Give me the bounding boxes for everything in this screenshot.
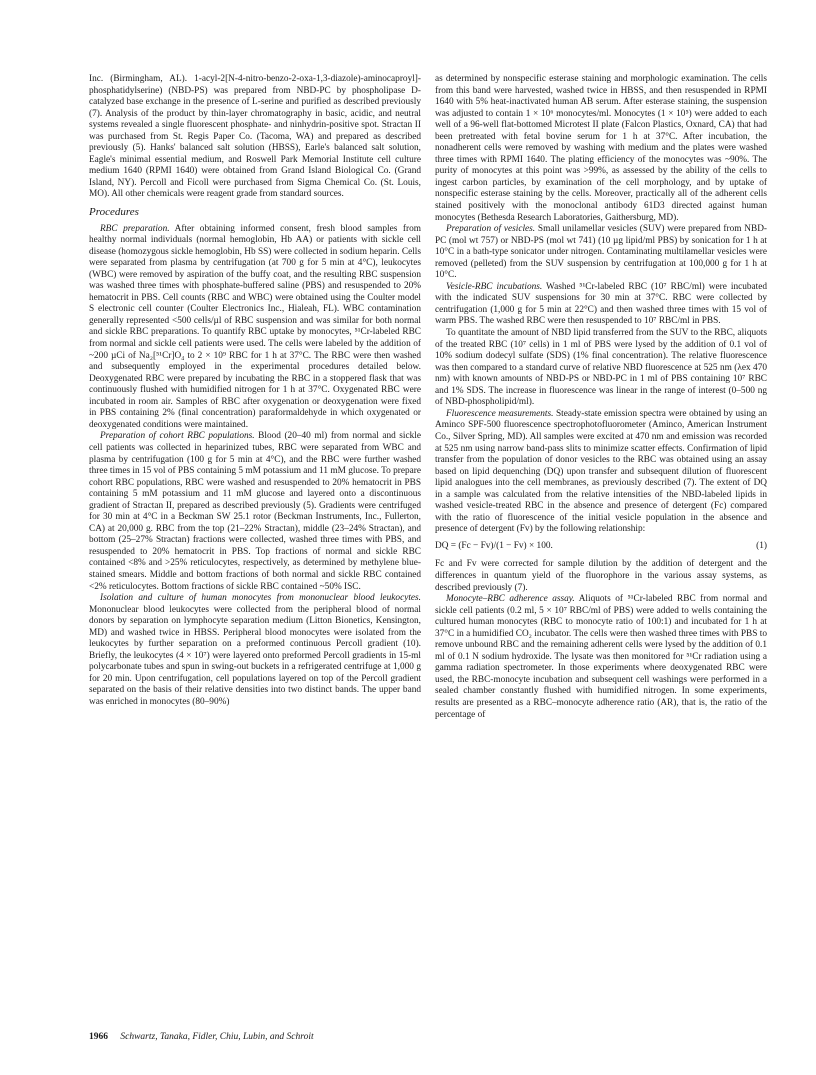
paragraph-title: RBC preparation. [100,223,170,234]
intro-paragraph: Inc. (Birmingham, AL). 1-acyl-2[N-4-nitro-benzo-2-oxa-1,3-diazole)-aminocaproyl]-phosphatidylserine) (NBD-PS) was prepared from NBD-PC by phospholipase D-catalyzed base exchange in the presence of L-serine and purified as described previously (7). Analysis of the product by thin-layer chromatography in basic, acidic, and neutral systems revealed a single fluorescent phosphate- and ninhydrin-positive spot. Stractan II was purchased from St. Regis Paper Co. (Tacoma, WA) and prepared as described previously (5). Hanks' balanced salt solution (HBSS), Earle's balanced salt solution, Eagle's minimal essential medium, and Roswell Park Memorial Institute cell culture medium 1640 (RPMI 1640) were obtained from Grand Island Biological Co. (Grand Island, NY). Percoll and Ficoll were purchased from Sigma Chemical Co. (St. Louis, MO). All other chemicals were reagent grade from standard sources. [89,74,421,200]
paragraph-fluorescence [435,409,767,536]
paragraph-cohort-rbc [89,431,421,593]
paragraph-title: Preparation of vesicles. [446,224,536,235]
paragraph-monocyte-continued: as determined by nonspecific esterase staining and morphologic examination. The cells from this band were harvested, washed twice in HBSS, and then resuspended in RPMI 1640 with 5% heat-inactivated human AB serum. After esterase staining, the suspension was adjusted to contain 1 × 10⁶ monocytes/ml. Monocytes (1 × 10⁵) were added to each well of a 96-well flat-bottomed Microtest II plate (Falcon Plastics, Oxnard, CA) that had been pretreated with fetal bovine serum for 1 h at 37°C. After incubation, the nonadherent cells were removed by washing with medium and the plates were washed three times with RPMI 1640. The plating efficiency of the monocytes was ~90%. The purity of monocytes at this point was >99%, as assessed by the ability of the cells to ingest carbon particles, by examination of the cell morphology, and by uptake of nonspecific esterase staining by the cells. Moreover, practically all of the adherent cells stained positively with the monoclonal antibody 61D3 directed against human monocytes (Bethesda Research Laboratories, Gaithersburg, MD). [435,74,767,223]
paragraph-lipid-quantitation: To quantitate the amount of NBD lipid transferred from the SUV to the RBC, aliquots of the treated RBC (10⁷ cells) in 1 ml of PBS were lysed by the addition of 0.1 vol of 10% sodium dodecyl sulfate (SDS) (1% final concentration). The relative fluorescence was then compared to a standard curve of relative NBD fluorescence at 525 nm (λex 470 nm) with known amounts of NBD-PS or NBD-PC in 1 ml of PBS containing 10⁷ RBC and 1% SDS. The increase in fluorescence was linear in the range of interest (0–500 ng of NBD-phospholipid/ml). [435,328,767,408]
paragraph-title: Fluorescence measurements. [446,408,554,419]
right-column [435,74,767,721]
paragraph-title: Monocyte–RBC adherence assay. [446,594,575,605]
running-authors: Schwartz, Tanaka, Fidler, Chiu, Lubin, and Schroit [120,1032,314,1042]
paragraph-vesicle-rbc-incubation [435,282,767,328]
section-heading-procedures: Procedures [89,206,139,219]
paragraph-body: Washed ⁵¹Cr-labeled RBC (10⁷ RBC/ml) were incubated with the indicated SUV suspensions for 30 min at 37°C. RBC were collected by centrifugation (1,000 g for 5 min at 22°C) and then washed three times with 15 vol of warm PBS. The washed RBC were then resuspended to 10⁷ RBC/ml in PBS. [435,281,767,327]
paragraph-monocyte-isolation [89,593,421,708]
paragraph-title: Vesicle-RBC incubations. [446,281,543,292]
paragraph-body: After obtaining informed consent, fresh blood samples from healthy normal individuals (normal hemoglobin, Hb AA) or patients with sickle cell disease (homozygous sickle hemoglobin, Hb SS) were collected in sodium heparin. Cells were separated from plasma by centrifugation (at 700 g for 5 min at 4°C), leukocytes (WBC) were removed by aspiration of the buffy coat, and the resulting RBC suspension was washed three times with phosphate-buffered saline (PBS) and resuspended to 20% hematocrit in PBS. Cell counts (RBC and WBC) were obtained using the Coulter model S electronic cell counter (Coulter Electronics Inc., Hialeah, FL). WBC contamination generally represented <500 cells/µl of RBC suspension and was similar for both normal and sickle RBC preparations. To quantify RBC uptake by monocytes, ⁵¹Cr-labeled RBC from normal and sickle cell patients were used. The cells were labeled by the addition of ~200 µCi of Na₂[⁵¹Cr]O₄ to 2 × 10⁹ RBC for 1 h at 37°C. The RBC were then washed and subsequently employed in the experimental procedures detailed below. Deoxygenated RBC were prepared by incubating the RBC in a stoppered flask that was continuously flushed with humidified nitrogen for 1 h at 37°C. Oxygenated RBC were incubated in room air. Samples of RBC after oxygenation or deoxygenation were fixed in PBS containing 2% (final concentration) paraformaldehyde in which oxygenated or deoxygenated conditions were maintained. [89,223,422,430]
paragraph-body: Steady-state emission spectra were obtained by using an Aminco SPF-500 fluorescence spectrophotofluorometer (Aminco, American Instrument Co., Silver Spring, MD). All samples were excited at 470 nm and emission was recorded at 525 nm using narrow band-pass slits to minimize scatter effects. Confirmation of lipid transfer from the population of donor vesicles to the RBC was obtained using an assay based on lipid dequenching (DQ) upon transfer and subsequent dilution of fluorescent lipid analogues into the cell membranes, as previously described (7). The extent of DQ in a sample was calculated from the relative intensities of the NBD-labeled lipids in washed vesicle-treated RBC in the absence and presence of detergent (Fc) compared with the ratio of fluorescence of the initial vesicle population in the absence and presence of detergent (Fv) by the following relationship: [435,408,767,535]
page-number: 1966 [89,1032,108,1042]
equation-row [435,541,767,553]
left-column [89,74,421,709]
paragraph-adherence-assay [435,594,767,721]
paragraph-title: Isolation and culture of human monocytes from mononuclear blood leukocytes. [100,593,421,604]
paragraph-body: Aliquots of ⁵¹Cr-labeled RBC from normal and sickle cell patients (0.2 ml, 5 × 10⁷ RBC/ml of PBS) were added to wells containing the cultured human monocytes (RBC to monocyte ratio of 100:1) and incubated for 1 h at 37°C in a humidified CO₂ incubator. The cells were then washed three times with PBS to remove unbound RBC and the remaining adherent cells were lysed by the addition of 0.1 ml of 0.1 N sodium hydroxide. The lysate was then monitored for ⁵¹Cr radiation using a gamma radiation spectrometer. In those experiments where deoxygenated RBC were used, the RBC-monocyte incubation and subsequent cell washings were performed in a sealed chamber constantly flushed with humidified nitrogen. In some experiments, results are presented as a RBC–monocyte adherence ratio (AR), that is, the ratio of the percentage of [435,594,767,720]
paragraph-title: Preparation of cohort RBC populations. [100,431,255,442]
paragraph-vesicle-preparation [435,224,767,282]
paragraph-body: Small unilamellar vesicles (SUV) were prepared from NBD-PC (mol wt 757) or NBD-PS (mol wt 741) (10 µg lipid/ml PBS) by sonication for 1 h at 10°C in a bath-type sonicator under nitrogen. Contaminating multilamellar vesicles were removed (pelleted) from the SUV suspension by centrifugation at 100,000 g for 1 h at 10°C. [435,224,768,281]
equation-number: (1) [756,540,767,551]
page-footer [89,1032,314,1042]
paragraph-rbc-preparation [89,224,421,432]
paragraph-body: Blood (20–40 ml) from normal and sickle cell patients was collected in heparinized tubes, RBC were separated from WBC and plasma by centrifugation (100 g for 5 min at 4°C), and the RBC were further washed three times in 15 vol of PBS containing 5 mM potassium and 11 mM glucose. To prepare cohort RBC populations, RBC were washed and resuspended to 20% hematocrit in PBS containing 5 mM potassium and 11 mM glucose and layered onto a discontinuous gradient of Stractan II, prepared as described previously (5). Gradients were centrifuged for 30 min at 4°C in a Beckman SW 25.1 rotor (Beckman Instruments, Inc., Fullerton, CA) at 20,000 g. RBC from the top (21–22% Stractan), middle (23–24% Stractan), and bottom (25–27% Stractan) fractions were collected, washed three times with PBS, and resuspended to 20% hematocrit in PBS. Top fractions of normal and sickle RBC contained <8% and >25% reticulocytes, respectively, as determined by methylene blue-stained smears. Middle and bottom fractions of both normal and sickle RBC contained <2% reticulocytes. Bottom fractions of sickle RBC contained ~50% ISC. [89,431,421,592]
equation: DQ = (Fc − Fv)/(1 − Fv) × 100. [435,540,553,551]
paragraph-correction: Fc and Fv were corrected for sample dilution by the addition of detergent and the differences in quantum yield of the fluorophore in the various assay systems, as described previously (7). [435,559,767,593]
paragraph-body: Mononuclear blood leukocytes were collected from the peripheral blood of normal donors by separation on lymphocyte separation medium (Litton Bionetics, Kensington, MD) and washed twice in HBSS. Peripheral blood monocytes were isolated from the leukocytes by further separation on a preformed continuous Percoll gradient (10). Briefly, the leukocytes (4 × 10⁷) were layered onto preformed Percoll gradients in 15-ml polycarbonate tubes and spun in swing-out buckets in a refrigerated centrifuge at 1,000 g for 20 min. Upon centrifugation, cell populations layered on top of the Percoll gradient separated on the basis of their relative densities into two distinct bands. The upper band was enriched in monocytes (80–90%) [89,604,421,707]
